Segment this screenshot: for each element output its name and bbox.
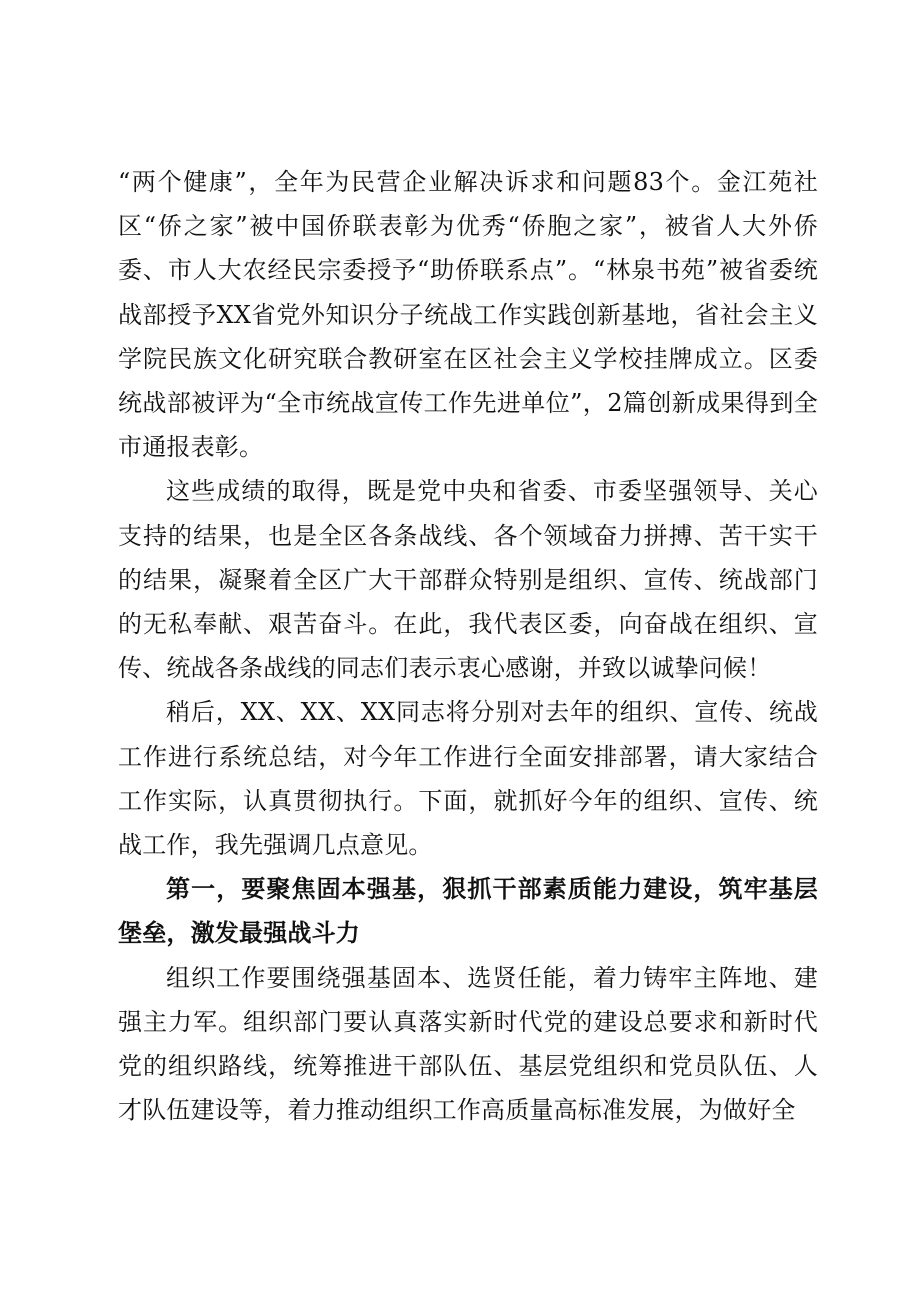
- paragraph-3: 稍后，XX、XX、XX同志将分别对去年的组织、宣传、统战工作进行系统总结，对今年工作进行全面安排部署，请大家结合工作实际，认真贯彻执行。下面，就抓好今年的组织、宣传、统战工作，我先强调几点意见。: [118, 698, 818, 860]
- section-heading-1: 第一，要聚焦固本强基，狠抓干部素质能力建设，筑牢基层堡垒，激发最强战斗力: [118, 874, 818, 948]
- paragraph-2: 这些成绩的取得，既是党中央和省委、市委坚强领导、关心支持的结果，也是全区各条战线、各个领域奋力拼搏、苦干实干的结果，凝聚着全区广大干部群众特别是组织、宣传、统战部门的无私奉献、艰苦奋斗。在此，我代表区委，向奋战在组织、宣传、统战各条战线的同志们表示衷心感谢，并致以诚挚问候！: [118, 477, 818, 683]
- paragraph-1: “两个健康”，全年为民营企业解决诉求和问题83个。金江苑社区“侨之家”被中国侨联表彰为优秀“侨胞之家”，被省人大外侨委、市人大农经民宗委授予“助侨联系点”。“林泉书苑”被省委统战部授予XX省党外知识分子统战工作实践创新基地，省社会主义学院民族文化研究联合教研室在区社会主义学校挂牌成立。区委统战部被评为“全市统战宣传工作先进单位”，2篇创新成果得到全市通报表彰。: [118, 168, 818, 462]
- document-page: [118, 160, 818, 1132]
- paragraph-4: 组织工作要围绕强基固本、选贤任能，着力铸牢主阵地、建强主力军。组织部门要认真落实新时代党的建设总要求和新时代党的组织路线，统筹推进干部队伍、基层党组织和党员队伍、人才队伍建设等，着力推动组织工作高质量高标准发展，为做好全: [118, 963, 818, 1125]
